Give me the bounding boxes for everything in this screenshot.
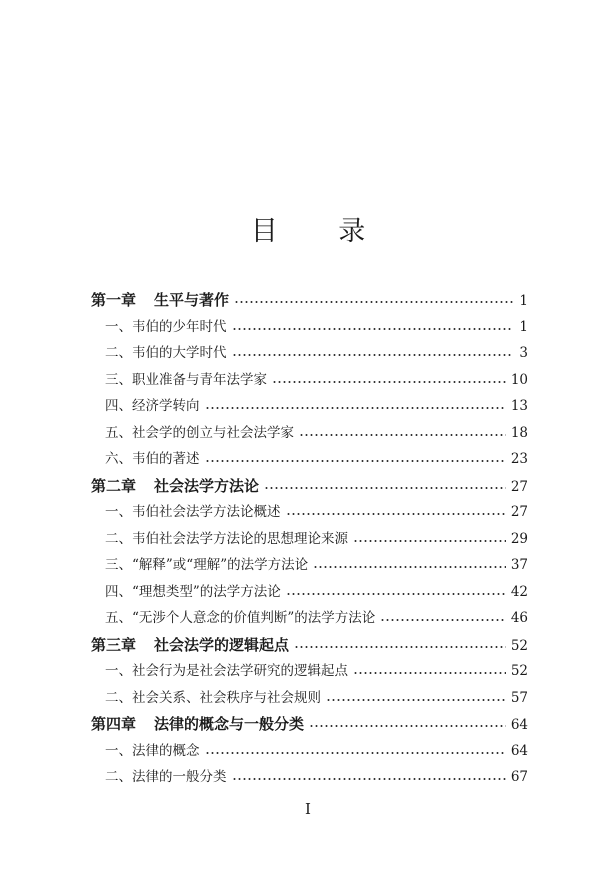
entry-title: 一、韦伯社会法学方法论概述 (105, 504, 281, 520)
entry-page-number: 67 (510, 769, 528, 785)
dot-leader (309, 725, 506, 727)
dot-leader (264, 487, 506, 489)
entry-page-number: 46 (510, 610, 528, 626)
entry-title: 二、韦伯社会法学方法论的思想理论来源 (105, 530, 348, 547)
dot-leader (205, 460, 506, 462)
entry-title: 社会法学的逻辑起点 (154, 635, 290, 654)
toc-section-entry (91, 446, 528, 473)
dot-leader (353, 540, 506, 542)
dot-leader (313, 566, 506, 568)
toc-section-entry (91, 367, 528, 394)
dot-leader (380, 619, 506, 621)
dot-leader (232, 778, 506, 780)
table-of-contents (91, 287, 528, 791)
toc-section-entry (91, 420, 528, 447)
dot-leader (232, 354, 514, 356)
toc-chapter-entry (91, 473, 528, 500)
toc-section-entry (91, 393, 528, 420)
entry-page-number: 29 (510, 530, 528, 547)
toc-section-entry (91, 340, 528, 367)
entry-page-number: 27 (510, 478, 528, 495)
entry-title: 二、韦伯的大学时代 (105, 345, 227, 361)
toc-chapter-entry (91, 632, 528, 659)
entry-page-number: 27 (510, 504, 528, 520)
entry-page-number: 64 (510, 742, 528, 759)
entry-page-number: 18 (510, 424, 528, 441)
entry-title: 四、经济学转向 (105, 398, 200, 414)
entry-title: 生平与著作 (154, 291, 230, 309)
toc-section-entry (91, 526, 528, 553)
entry-title: 一、社会行为是社会法学研究的逻辑起点 (105, 663, 348, 679)
entry-title: 二、社会关系、社会秩序与社会规则 (105, 689, 321, 706)
dot-leader (286, 513, 506, 515)
chapter-number: 第一章 (91, 291, 137, 309)
dot-leader (232, 328, 514, 330)
toc-chapter-entry (91, 711, 528, 738)
entry-page-number: 42 (510, 583, 528, 600)
entry-title: 三、“解释”或“理解”的法学方法论 (105, 557, 309, 573)
dot-leader (272, 381, 506, 383)
toc-section-entry (91, 605, 528, 632)
entry-title: 一、法律的概念 (105, 742, 200, 759)
dot-leader (205, 752, 506, 754)
dot-leader (205, 407, 506, 409)
entry-page-number: 3 (519, 345, 528, 361)
chapter-number: 第四章 (91, 715, 137, 733)
entry-page-number: 1 (519, 318, 528, 335)
entry-title: 一、韦伯的少年时代 (105, 318, 227, 335)
dot-leader (353, 672, 506, 674)
entry-title: 社会法学方法论 (154, 476, 260, 495)
toc-section-entry (91, 738, 528, 765)
dot-leader (326, 699, 506, 701)
page-title: 目 录 (250, 216, 392, 247)
toc-section-entry (91, 658, 528, 685)
entry-page-number: 64 (510, 717, 528, 733)
entry-title: 三、职业准备与青年法学家 (105, 371, 267, 388)
entry-page-number: 10 (510, 371, 528, 388)
toc-section-entry (91, 579, 528, 606)
entry-page-number: 1 (519, 293, 528, 309)
toc-chapter-entry (91, 287, 528, 314)
chapter-number: 第二章 (91, 476, 137, 495)
entry-page-number: 52 (510, 663, 528, 679)
toc-section-entry (91, 685, 528, 712)
toc-section-entry (91, 764, 528, 791)
entry-page-number: 57 (510, 689, 528, 706)
entry-page-number: 23 (510, 451, 528, 467)
toc-section-entry (91, 552, 528, 579)
entry-title: 四、“理想类型”的法学方法论 (105, 583, 281, 600)
page-number: I (305, 800, 311, 818)
entry-title: 六、韦伯的著述 (105, 451, 200, 467)
entry-title: 法律的概念与一般分类 (154, 715, 305, 733)
entry-title: 五、“无涉个人意念的价值判断”的法学方法论 (105, 610, 376, 626)
toc-section-entry (91, 499, 528, 526)
toc-section-entry (91, 314, 528, 341)
entry-page-number: 52 (510, 637, 528, 654)
entry-title: 五、社会学的创立与社会法学家 (105, 424, 294, 441)
entry-page-number: 13 (510, 398, 528, 414)
chapter-number: 第三章 (91, 635, 137, 654)
dot-leader (286, 593, 506, 595)
entry-title: 二、法律的一般分类 (105, 769, 227, 785)
dot-leader (294, 646, 506, 648)
dot-leader (299, 434, 506, 436)
entry-page-number: 37 (510, 557, 528, 573)
dot-leader (234, 301, 513, 303)
